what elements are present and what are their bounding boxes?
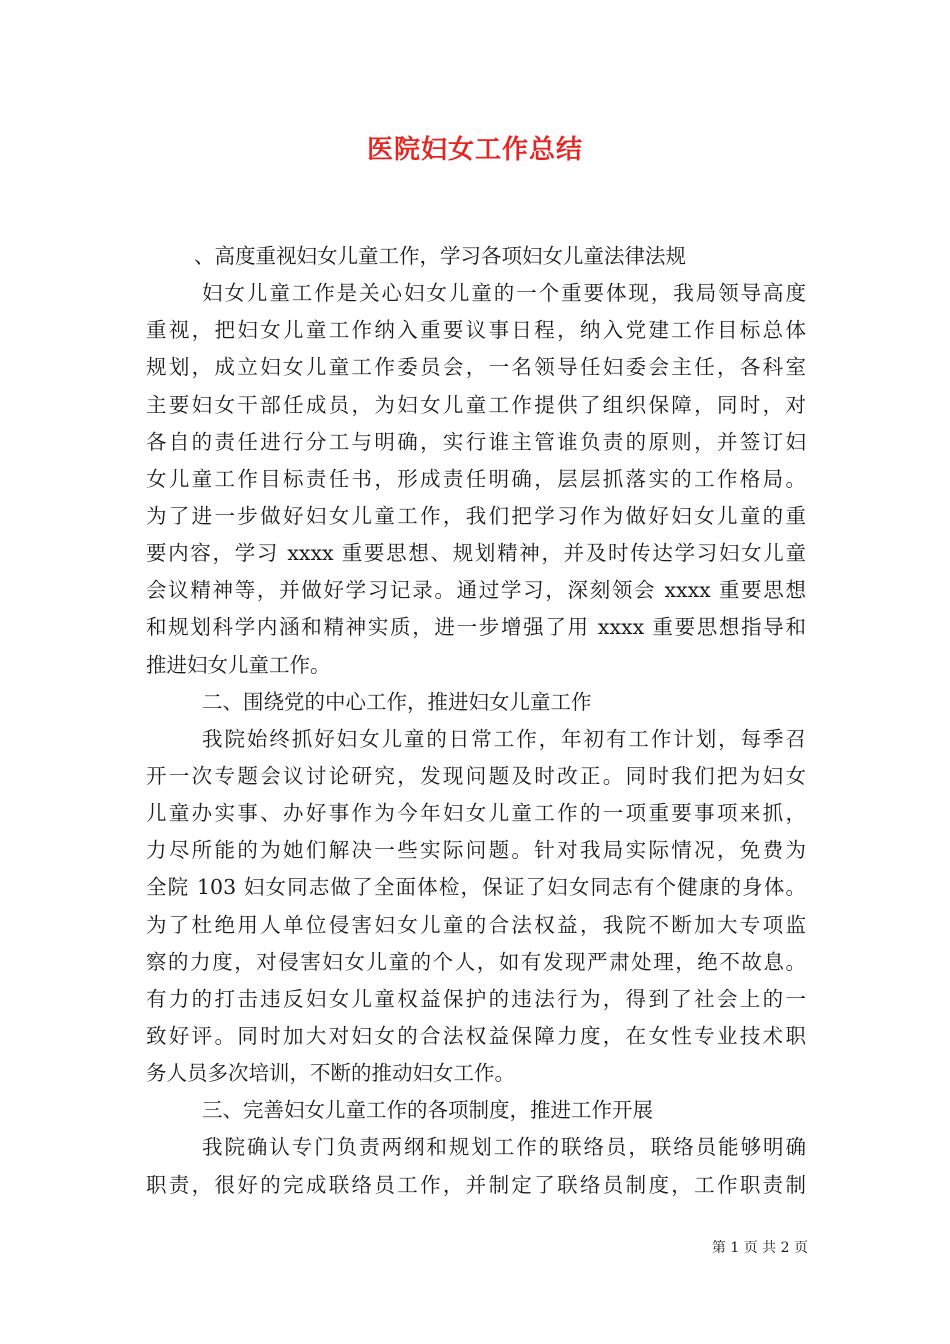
document-title: 医院妇女工作总结 [366, 135, 583, 165]
paragraph-line: 为了杜绝用人单位侵害妇女儿童的合法权益，我院不断加大专项监 [146, 912, 806, 937]
paragraph-line: 女儿童工作目标责任书，形成责任明确，层层抓落实的工作格局。 [146, 466, 806, 491]
paragraph-line: 推进妇女儿童工作。 [146, 652, 331, 677]
page-number: 第 1 页 共 2 页 [711, 1240, 808, 1256]
section-heading-3: 三、完善妇女儿童工作的各项制度，推进工作开展 [202, 1098, 653, 1123]
paragraph-line: 主要妇女干部任成员，为妇女儿童工作提供了组织保障，同时，对 [146, 392, 806, 417]
paragraph-line: 全院 103 妇女同志做了全面体检，保证了妇女同志有个健康的身体。 [146, 875, 806, 900]
paragraph-line: 要内容，学习 xxxx 重要思想、规划精神，并及时传达学习妇女儿童 [146, 541, 806, 566]
paragraph-line: 我院确认专门负责两纲和规划工作的联络员，联络员能够明确 [202, 1135, 806, 1160]
paragraph-line: 儿童办实事、办好事作为今年妇女儿童工作的一项重要事项来抓， [146, 801, 806, 826]
paragraph-line: 力尽所能的为她们解决一些实际问题。针对我局实际情况，免费为 [146, 838, 806, 863]
paragraph-line: 重视，把妇女儿童工作纳入重要议事日程，纳入党建工作目标总体 [146, 318, 806, 343]
paragraph-line: 我院始终抓好妇女儿童的日常工作，年初有工作计划，每季召 [202, 726, 806, 751]
paragraph-line: 规划，成立妇女儿童工作委员会，一名领导任妇委会主任，各科室 [146, 355, 806, 380]
paragraph-line: 妇女儿童工作是关心妇女儿童的一个重要体现，我局领导高度 [202, 281, 806, 306]
document-body [146, 238, 806, 1204]
paragraph-line: 察的力度，对侵害妇女儿童的个人，如有发现严肃处理，绝不故息。 [146, 949, 806, 974]
paragraph-line: 致好评。同时加大对妇女的合法权益保障力度，在女性专业技术职 [146, 1023, 806, 1048]
paragraph-line: 和规划科学内涵和精神实质，进一步增强了用 xxxx 重要思想指导和 [146, 615, 806, 640]
paragraph-line: 开一次专题会议讨论研究，发现问题及时改正。同时我们把为妇女 [146, 763, 806, 788]
section-heading-1: 、高度重视妇女儿童工作，学习各项妇女儿童法律法规 [194, 244, 686, 268]
section-heading-2: 二、围绕党的中心工作，推进妇女儿童工作 [202, 689, 592, 714]
paragraph-line: 为了进一步做好妇女儿童工作，我们把学习作为做好妇女儿童的重 [146, 503, 806, 528]
paragraph-line: 有力的打击违反妇女儿童权益保护的违法行为，得到了社会上的一 [146, 986, 806, 1011]
paragraph-line: 会议精神等，并做好学习记录。通过学习，深刻领会 xxxx 重要思想 [146, 578, 806, 603]
paragraph-line: 职责，很好的完成联络员工作，并制定了联络员制度，工作职责制 [146, 1172, 806, 1197]
paragraph-line: 务人员多次培训，不断的推动妇女工作。 [146, 1061, 515, 1086]
paragraph-line: 各自的责任进行分工与明确，实行谁主管谁负责的原则，并签订妇 [146, 429, 806, 454]
